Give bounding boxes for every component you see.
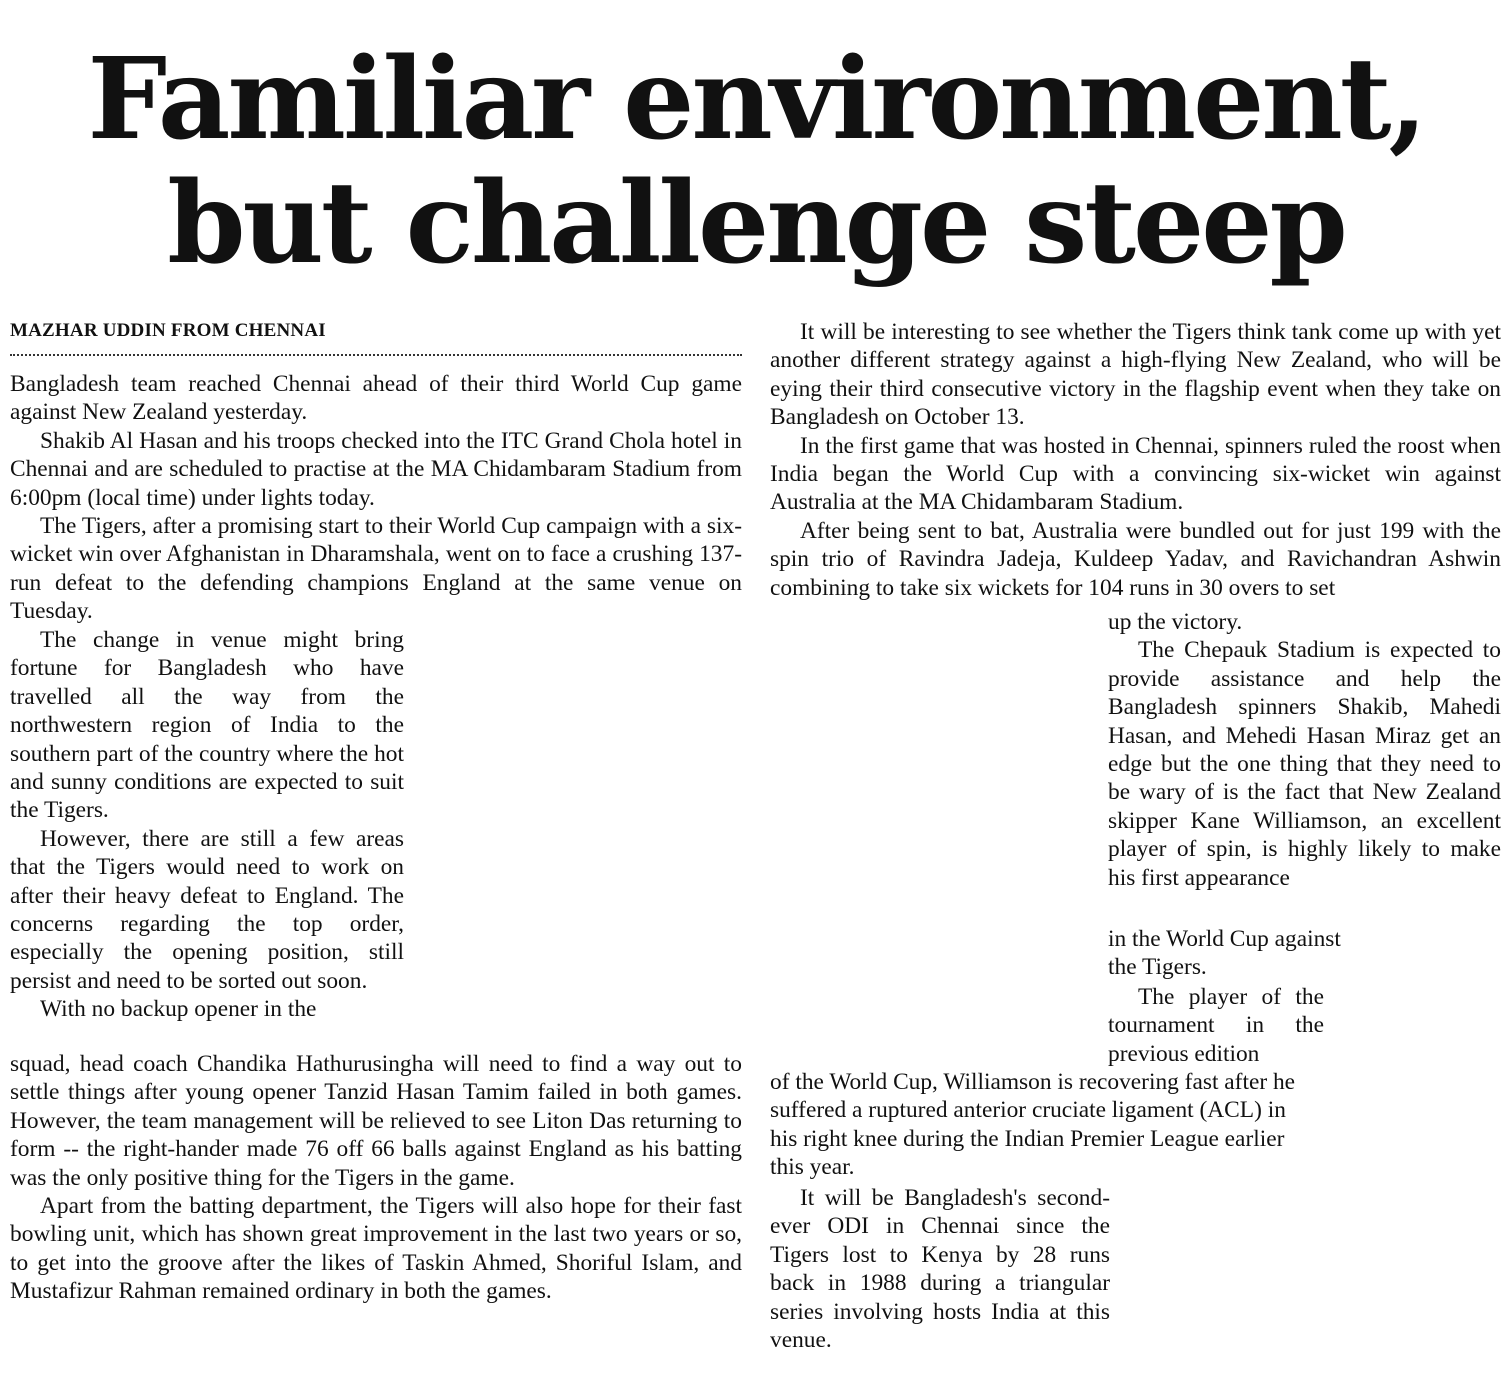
paragraph: The change in venue might bring fortune for Bangladesh who have travelled all the way from the northwestern region of India to the southern part of the country where the hot and sunny conditions are expected to suit the Tigers. [10, 627, 404, 824]
paragraph: It will be Bangladesh's second-ever ODI in Chennai since the Tigers lost to Kenya by 28 runs back in 1988 during a triangular series involving hosts India at this venue. [770, 1185, 1110, 1354]
headline-line-2: but challenge steep [167, 158, 1345, 289]
paragraph: It will be interesting to see whether the Tigers think tank come up with yet another different strategy against a high-flying New Zealand, who will be eying their third consecutive victory in the flagship event when they take on Bangladesh on October 13. [770, 319, 1501, 431]
paragraph: In the first game that was hosted in Chennai, spinners ruled the roost when India began the World Cup with a convincing six-wicket win against Australia at the MA Chidambaram Stadium. [770, 432, 1501, 516]
byline-divider [10, 354, 742, 356]
paragraph: up the victory. [1108, 609, 1243, 635]
byline: MAZHAR UDDIN FROM CHENNAI [10, 320, 326, 341]
paragraph: of the World Cup, Williamson is recovering fast after he suffered a ruptured anterior cruciate ligament (ACL) in his right knee during the Indian Premier League earlier this year. [770, 1069, 1296, 1181]
left-column-top [10, 370, 742, 626]
left-column-narrow [10, 626, 404, 1024]
right-column-top [770, 318, 1501, 602]
headline-line-1: Familiar environment, [87, 34, 1425, 165]
paragraph: Shakib Al Hasan and his troops checked into the ITC Grand Chola hotel in Chennai and are scheduled to practise at the MA Chidambaram Stadium from 6:00pm (local time) under lights today. [10, 427, 742, 511]
paragraph: With no backup opener in the [40, 996, 317, 1023]
paragraph: The Tigers, after a promising start to their World Cup campaign with a six-wicket win over Afghanistan in Dharamshala, went on to face a crushing 137-run defeat to the defending champions England at the same venue on Tuesday. [10, 513, 742, 625]
paragraph: However, there are still a few areas that the Tigers would need to work on after their heavy defeat to England. The concerns regarding the top order, especially the opening position, still persist and need to be sorted out soon. [10, 825, 404, 994]
paragraph: The player of the tournament in the previous edition [1108, 984, 1324, 1067]
right-column-narrow [1108, 608, 1501, 892]
right-column-narrower [1108, 925, 1388, 982]
paragraph: Bangladesh team reached Chennai ahead of their third World Cup game against New Zealand yesterday. [10, 371, 742, 426]
paragraph: The Chepauk Stadium is expected to provide assistance and help the Bangladesh spinners Shakib, Mahedi Hasan, and Mehedi Hasan Miraz get an edge but the one thing that they need to be wary of is the fact that New Zealand skipper Kane Williamson, an excellent player of spin, is highly likely to make his first appearance [1108, 637, 1501, 891]
paragraph: After being sent to bat, Australia were bundled out for just 199 with the spin trio of Ravindra Jadeja, Kuldeep Yadav, and Ravichandran Ashwin combining to take six wickets for 104 runs in 30 overs to set [770, 517, 1501, 601]
left-column-bottom [10, 1050, 742, 1306]
paragraph: the Tigers. [1108, 954, 1207, 981]
paragraph: Apart from the batting department, the Tigers will also hope for their fast bowling unit, which has shown great improvement in the last two years or so, to get into the groove after the likes of Taskin Ahmed, Shoriful Islam, and Mustafizur Rahman remained ordinary in both the games. [10, 1193, 742, 1305]
headline [0, 34, 1512, 289]
right-column-narrowest [1108, 983, 1324, 1068]
right-column-lower [770, 1068, 1300, 1182]
paragraph: squad, head coach Chandika Hathurusingha will need to find a way out to settle things after young opener Tanzid Hasan Tamim failed in both games. However, the team management will be relieved to see Liton Das returning to form -- the right-hander made 76 off 66 balls against England as his batting was the only positive thing for the Tigers in the game. [10, 1051, 742, 1191]
paragraph: in the World Cup against [1108, 926, 1341, 952]
right-column-bottom [770, 1184, 1110, 1354]
